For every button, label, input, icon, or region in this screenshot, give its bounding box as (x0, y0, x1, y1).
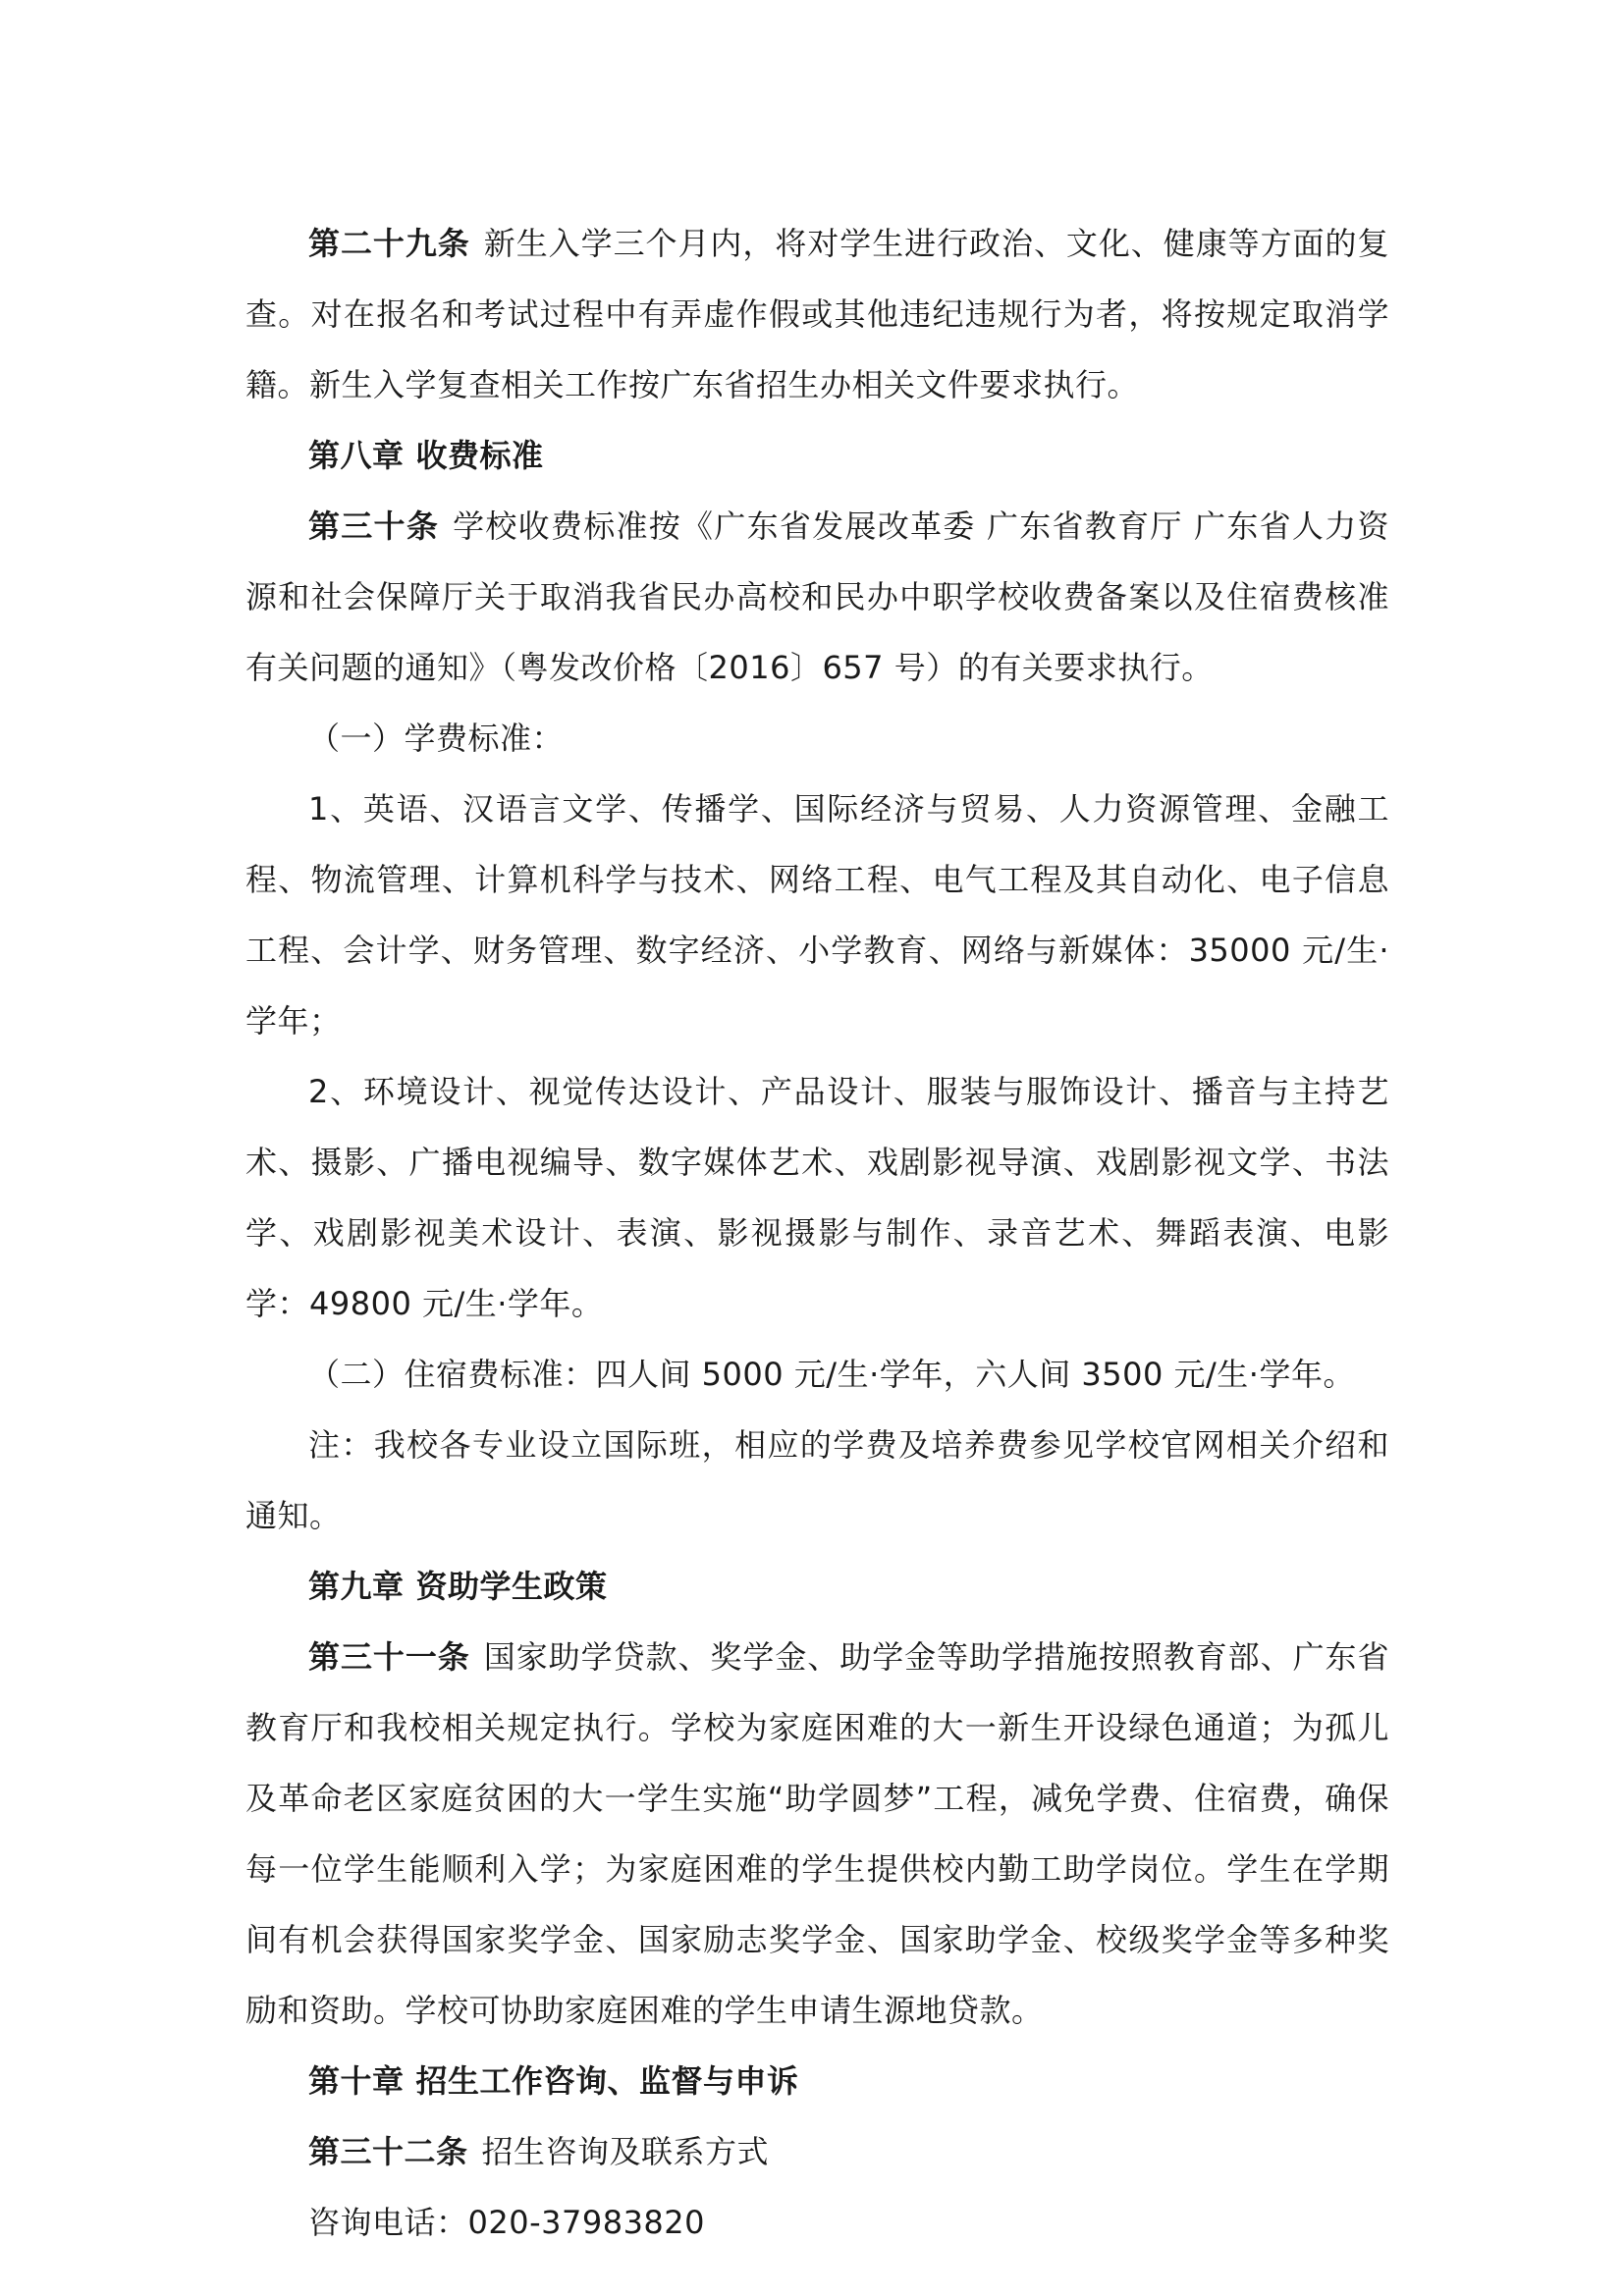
tuition-item-2: 2、环境设计、视觉传达设计、产品设计、服装与服饰设计、播音与主持艺术、摄影、广播电视编导、数字媒体艺术、戏剧影视导演、戏剧影视文学、书法学、戏剧影视美术设计、表演、影视摄影与制作、录音艺术、舞蹈表演、电影学：49800 元/生·学年。 (245, 1073, 1389, 1322)
chapter-9-title: 资助学生政策 (415, 1568, 608, 1605)
chapter-9-heading (245, 1551, 1389, 1622)
article-32 (245, 2116, 1389, 2187)
chapter-10-heading (245, 2046, 1389, 2116)
chapter-8-title: 收费标准 (415, 437, 544, 474)
accommodation-standard: （二）住宿费标准：四人间 5000 元/生·学年，六人间 3500 元/生·学年。 (308, 1356, 1355, 1393)
article-32-label: 第三十二条 (308, 2133, 468, 2170)
article-32-text: 招生咨询及联系方式 (481, 2133, 770, 2170)
document-body (245, 208, 1389, 2258)
tuition-standard-title: （一）学费标准： (308, 720, 565, 757)
chapter-9-number: 第九章 (308, 1568, 405, 1605)
international-class-note: 注：我校各专业设立国际班，相应的学费及培养费参见学校官网相关介绍和通知。 (245, 1426, 1389, 1534)
article-31 (245, 1622, 1389, 2046)
article-29-label: 第二十九条 (308, 225, 470, 262)
contact-phone: 咨询电话：020-37983820 (308, 2204, 706, 2241)
chapter-10-title: 招生工作咨询、监督与申诉 (415, 2062, 799, 2100)
article-30 (245, 491, 1389, 703)
chapter-8-number: 第八章 (308, 437, 405, 474)
article-31-label: 第三十一条 (308, 1638, 470, 1676)
article-29 (245, 208, 1389, 420)
tuition-item-1: 1、英语、汉语言文学、传播学、国际经济与贸易、人力资源管理、金融工程、物流管理、计算机科学与技术、网络工程、电气工程及其自动化、电子信息工程、会计学、财务管理、数字经济、小学教育、网络与新媒体：35000 元/生·学年； (245, 790, 1389, 1040)
article-30-label: 第三十条 (308, 507, 440, 545)
article-30-text: 学校收费标准按《广东省发展改革委 广东省教育厅 广东省人力资源和社会保障厅关于取消我省民办高校和民办中职学校收费备案以及住宿费核准有关问题的通知》（粤发改价格〔2016〕657 号）的有关要求执行。 (245, 507, 1389, 686)
article-31-text: 国家助学贷款、奖学金、助学金等助学措施按照教育部、广东省教育厅和我校相关规定执行。学校为家庭困难的大一新生开设绿色通道；为孤儿及革命老区家庭贫困的大一学生实施“助学圆梦”工程，减免学费、住宿费，确保每一位学生能顺利入学；为家庭困难的学生提供校内勤工助学岗位。学生在学期间有机会获得国家奖学金、国家励志奖学金、国家助学金、校级奖学金等多种奖励和资助。学校可协助家庭困难的学生申请生源地贷款。 (245, 1638, 1389, 2029)
chapter-8-heading (245, 420, 1389, 491)
article-29-text: 新生入学三个月内，将对学生进行政治、文化、健康等方面的复查。对在报名和考试过程中有弄虚作假或其他违纪违规行为者，将按规定取消学籍。新生入学复查相关工作按广东省招生办相关文件要求执行。 (245, 225, 1389, 403)
chapter-10-number: 第十章 (308, 2062, 405, 2100)
